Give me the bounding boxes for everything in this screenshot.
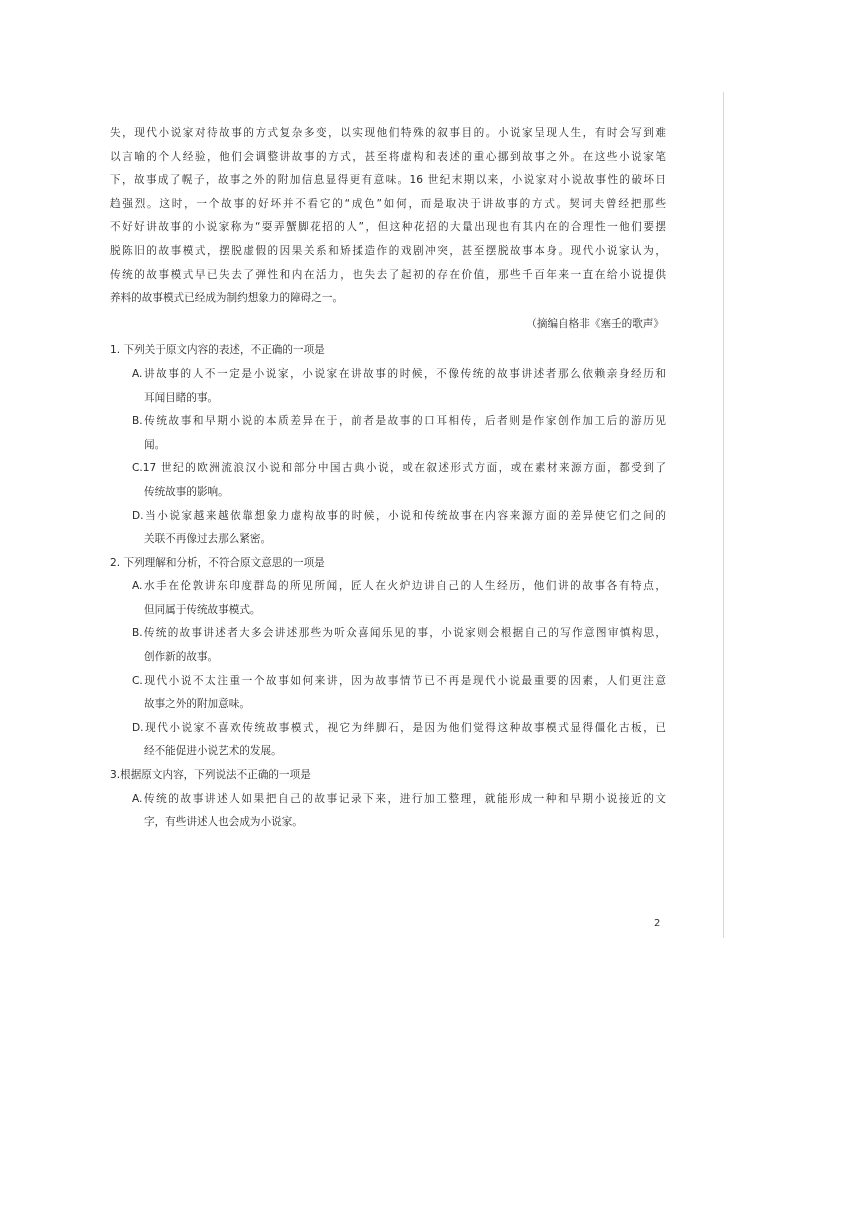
question-1 bbox=[110, 339, 666, 551]
option-a: A.讲故事的人不一定是小说家，小说家在讲故事的时候，不像传统的故事讲述者那么依赖亲身经历和 bbox=[132, 367, 666, 380]
option-a: A.水手在伦敦讲东印度群岛的所见所闻，匠人在火炉边讲自己的人生经历，他们讲的故事各有特点， bbox=[132, 580, 666, 593]
question-stem: 2. 下列理解和分析，不符合原文意思的一项是 bbox=[110, 556, 325, 569]
option-d: D.现代小说家不喜欢传统故事模式，视它为绊脚石，是因为他们觉得这种故事模式显得僵化古板，已 bbox=[132, 721, 666, 734]
question-2 bbox=[110, 552, 666, 764]
passage-line: 以言喻的个人经验，他们会调整讲故事的方式，甚至将虚构和表述的重心挪到故事之外。在这些小说家笔 bbox=[110, 150, 666, 163]
option-b: B.传统故事和早期小说的本质差异在于，前者是故事的口耳相传，后者则是作家创作加工后的游历见 bbox=[132, 415, 666, 428]
passage-source: （摘编自格非《塞壬的歌声》 bbox=[526, 317, 664, 330]
option-a: A.传统的故事讲述人如果把自己的故事记录下来，进行加工整理，就能形成一种和早期小说接近的文 bbox=[132, 792, 666, 805]
passage-line: 脱陈旧的故事模式，摆脱虚假的因果关系和矫揉造作的戏剧冲突，甚至摆脱故事本身。现代小说家认为， bbox=[110, 244, 666, 257]
option-c: C.17 世纪的欧洲流浪汉小说和部分中国古典小说，或在叙述形式方面，或在素材来源方面，都受到了 bbox=[132, 462, 666, 475]
passage-line: 传统的故事模式早已失去了弹性和内在活力，也失去了起初的存在价值，那些千百年来一直在给小说提供 bbox=[110, 268, 666, 281]
option-a-continued: 耳闻目睹的事。 bbox=[144, 391, 219, 404]
passage-line: 失，现代小说家对待故事的方式复杂多变，以实现他们特殊的叙事目的。小说家呈现人生，有时会写到难 bbox=[110, 127, 666, 139]
page-number: 2 bbox=[654, 918, 661, 929]
option-d: D.当小说家越来越依靠想象力虚构故事的时候，小说和传统故事在内容来源方面的差异使它们之间的 bbox=[132, 509, 666, 522]
document-content bbox=[110, 122, 666, 835]
passage-line: 下，故事成了幌子，故事之外的附加信息显得更有意味。16 世纪末期以来，小说家对小说故事性的破坏日 bbox=[110, 174, 666, 187]
option-c-continued: 传统故事的影响。 bbox=[144, 485, 229, 498]
question-stem: 1. 下列关于原文内容的表述，不正确的一项是 bbox=[110, 344, 325, 357]
passage-line: 趋强烈。这时，一个故事的好坏并不看它的“成色”如何，而是取决于讲故事的方式。契诃夫曾经把那些 bbox=[110, 197, 666, 210]
option-d-continued: 关联不再像过去那么紧密。 bbox=[144, 533, 272, 546]
question-3 bbox=[110, 764, 666, 835]
question-stem: 3.根据原文内容，下列说法不正确的一项是 bbox=[110, 769, 311, 782]
option-b-continued: 闻。 bbox=[144, 438, 166, 451]
page-margin-line bbox=[723, 92, 724, 938]
option-a-continued: 但同属于传统故事模式。 bbox=[144, 603, 261, 616]
passage bbox=[110, 122, 666, 336]
passage-line: 养料的故事模式已经成为制约想象力的障碍之一。 bbox=[110, 292, 344, 305]
option-d-continued: 经不能促进小说艺术的发展。 bbox=[144, 745, 282, 758]
option-c: C.现代小说不太注重一个故事如何来讲，因为故事情节已不再是现代小说最重要的因素，人们更注意 bbox=[132, 674, 666, 687]
option-c-continued: 故事之外的附加意味。 bbox=[144, 698, 250, 711]
option-a-continued: 字，有些讲述人也会成为小说家。 bbox=[144, 816, 303, 829]
option-b-continued: 创作新的故事。 bbox=[144, 651, 219, 664]
option-b: B.传统的故事讲述者大多会讲述那些为听众喜闻乐见的事，小说家则会根据自己的写作意图审慎构思， bbox=[132, 627, 666, 640]
passage-line: 不好好讲故事的小说家称为“耍弄蟹脚花招的人”，但这种花招的大量出现也有其内在的合理性一他们要摆 bbox=[110, 221, 666, 234]
